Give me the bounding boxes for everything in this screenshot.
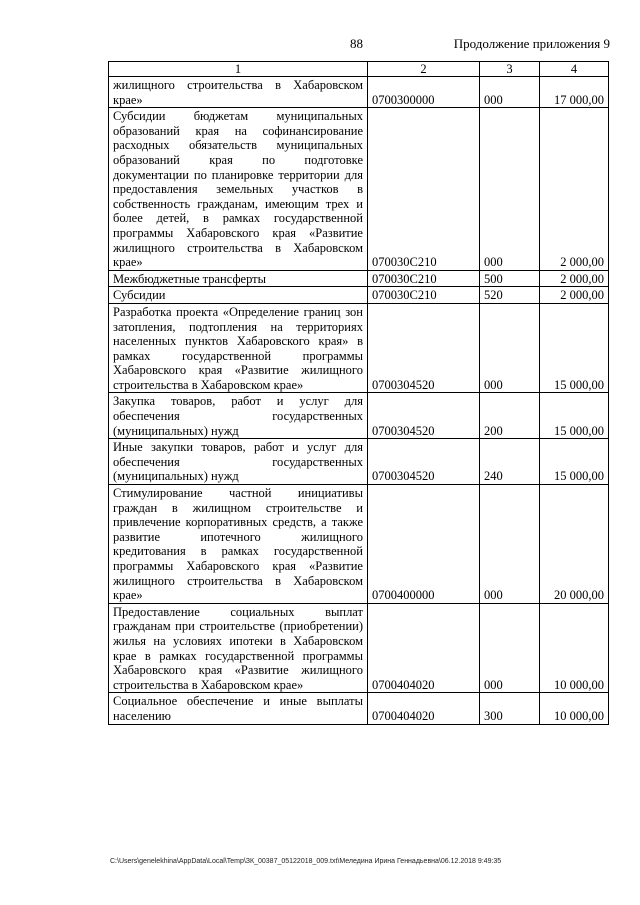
row-code: 070030С210 bbox=[368, 108, 480, 271]
row-name: Субсидии бюджетам муниципальных образований края на софинансирование расходных обязательств муниципальных образований края по подготовке документации по планировке территории для предоставления земельных участков в собственность гражданам, имеющим трех и более детей, в рамках государственной программы Хабаровского края «Развитие жилищного строительства в Хабаровском крае» bbox=[109, 108, 368, 271]
row-code: 0700300000 bbox=[368, 77, 480, 108]
column-number: 4 bbox=[540, 62, 609, 77]
row-amount: 10 000,00 bbox=[540, 693, 609, 724]
row-code: 070030С210 bbox=[368, 287, 480, 304]
row-name: Субсидии bbox=[109, 287, 368, 304]
row-code: 0700404020 bbox=[368, 603, 480, 693]
row-type: 240 bbox=[480, 439, 540, 485]
row-name: Закупка товаров, работ и услуг для обеспечения государственных (муниципальных) нужд bbox=[109, 393, 368, 439]
row-name: Социальное обеспечение и иные выплаты населению bbox=[109, 693, 368, 724]
row-code: 070030С210 bbox=[368, 270, 480, 287]
row-amount: 2 000,00 bbox=[540, 108, 609, 271]
row-name: жилищного строительства в Хабаровском крае» bbox=[109, 77, 368, 108]
row-amount: 10 000,00 bbox=[540, 603, 609, 693]
table-row bbox=[109, 393, 609, 439]
row-name: Иные закупки товаров, работ и услуг для обеспечения государственных (муниципальных) нужд bbox=[109, 439, 368, 485]
row-name: Разработка проекта «Определение границ зон затопления, подтопления на территориях населенных пунктов Хабаровского края» в рамках государственной программы Хабаровского края «Развитие жилищного строительства в Хабаровском крае» bbox=[109, 303, 368, 393]
page-number: 88 bbox=[350, 36, 363, 51]
row-name: Стимулирование частной инициативы граждан в жилищном строительстве и привлечение корпоративных средств, а также развитие ипотечного жилищного кредитования в рамках государственной программы Хабаровского края «Развитие жилищного строительства в Хабаровском крае» bbox=[109, 485, 368, 604]
table-row bbox=[109, 439, 609, 485]
table-row bbox=[109, 485, 609, 604]
row-type: 500 bbox=[480, 270, 540, 287]
continuation-label: Продолжение приложения 9 bbox=[453, 36, 610, 51]
file-path-footer: C:\Users\genelekhina\AppData\Local\Temp\ЗК_00387_05122018_009.txt\Меледина Ирина Геннадьевна\06.12.2018 9:49:35 bbox=[110, 858, 502, 865]
row-type: 000 bbox=[480, 485, 540, 604]
table-row bbox=[109, 108, 609, 271]
row-code: 0700304520 bbox=[368, 439, 480, 485]
row-amount: 15 000,00 bbox=[540, 393, 609, 439]
table-row bbox=[109, 693, 609, 724]
table-row bbox=[109, 270, 609, 287]
table-row bbox=[109, 77, 609, 108]
row-amount: 15 000,00 bbox=[540, 303, 609, 393]
budget-table bbox=[108, 61, 609, 725]
row-name: Предоставление социальных выплат гражданам при строительстве (приобретении) жилья на условиях ипотеки в Хабаровском крае в рамках государственной программы Хабаровского края «Развитие жилищного строительства в Хабаровском крае» bbox=[109, 603, 368, 693]
row-code: 0700304520 bbox=[368, 393, 480, 439]
table-row bbox=[109, 287, 609, 304]
table-row bbox=[109, 603, 609, 693]
column-number: 3 bbox=[480, 62, 540, 77]
column-number: 2 bbox=[368, 62, 480, 77]
row-amount: 2 000,00 bbox=[540, 287, 609, 304]
row-type: 000 bbox=[480, 108, 540, 271]
row-type: 300 bbox=[480, 693, 540, 724]
row-amount: 20 000,00 bbox=[540, 485, 609, 604]
row-amount: 17 000,00 bbox=[540, 77, 609, 108]
column-number-row bbox=[109, 62, 609, 77]
row-amount: 2 000,00 bbox=[540, 270, 609, 287]
row-code: 0700304520 bbox=[368, 303, 480, 393]
table-row bbox=[109, 303, 609, 393]
row-amount: 15 000,00 bbox=[540, 439, 609, 485]
row-code: 0700400000 bbox=[368, 485, 480, 604]
row-type: 520 bbox=[480, 287, 540, 304]
row-type: 000 bbox=[480, 303, 540, 393]
row-type: 200 bbox=[480, 393, 540, 439]
row-type: 000 bbox=[480, 77, 540, 108]
column-number: 1 bbox=[109, 62, 368, 77]
row-code: 0700404020 bbox=[368, 693, 480, 724]
row-name: Межбюджетные трансферты bbox=[109, 270, 368, 287]
row-type: 000 bbox=[480, 603, 540, 693]
